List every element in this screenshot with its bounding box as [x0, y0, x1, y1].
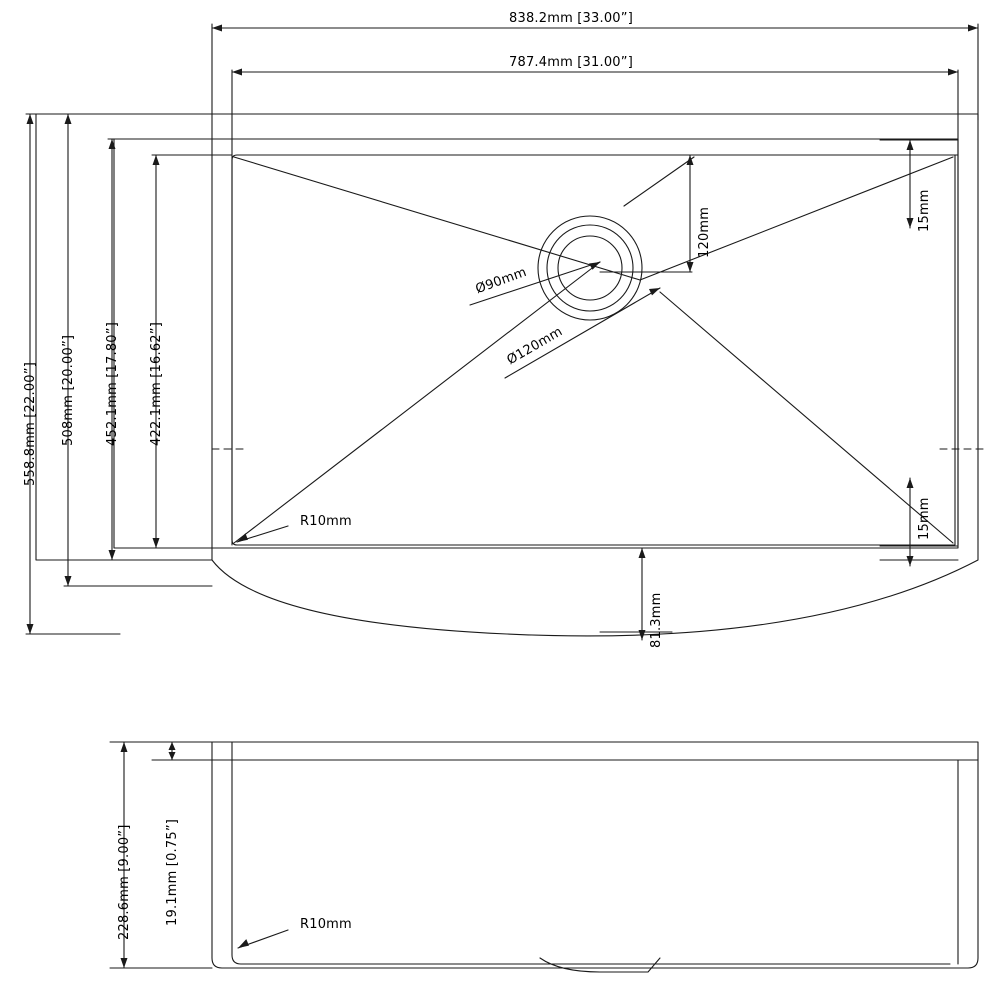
dim-depth-3-label: 452.1mm [17.80”]	[105, 322, 120, 446]
dim-corner-radius-front-label: R10mm	[300, 917, 352, 932]
dim-overall-width-label: 838.2mm [33.00”]	[509, 11, 633, 26]
dim-drain-inner-dia-label: Ø90mm	[473, 264, 529, 298]
dim-apron-curve-depth-label: 81.3mm	[649, 592, 664, 648]
dim-rim-thickness-label: 19.1mm [0.75”]	[165, 818, 180, 926]
dim-depth-4-label: 422.1mm [16.62”]	[149, 322, 164, 446]
dim-rim-bottom-right-label: 15mm	[917, 497, 932, 540]
dim-depth-2-label: 508mm [20.00”]	[61, 334, 76, 446]
dim-overall-depth-label: 558.8mm [22.00”]	[23, 362, 38, 486]
dim-height-label: 228.6mm [9.00”]	[117, 824, 132, 940]
dim-rim-top-right-label: 15mm	[917, 189, 932, 232]
dim-drain-offset-label: 120mm	[697, 206, 712, 258]
dim-corner-radius-top-label: R10mm	[300, 514, 352, 529]
dim-drain-outer-dia-label: Ø120mm	[504, 324, 566, 369]
dim-inner-width-label: 787.4mm [31.00”]	[509, 55, 633, 70]
